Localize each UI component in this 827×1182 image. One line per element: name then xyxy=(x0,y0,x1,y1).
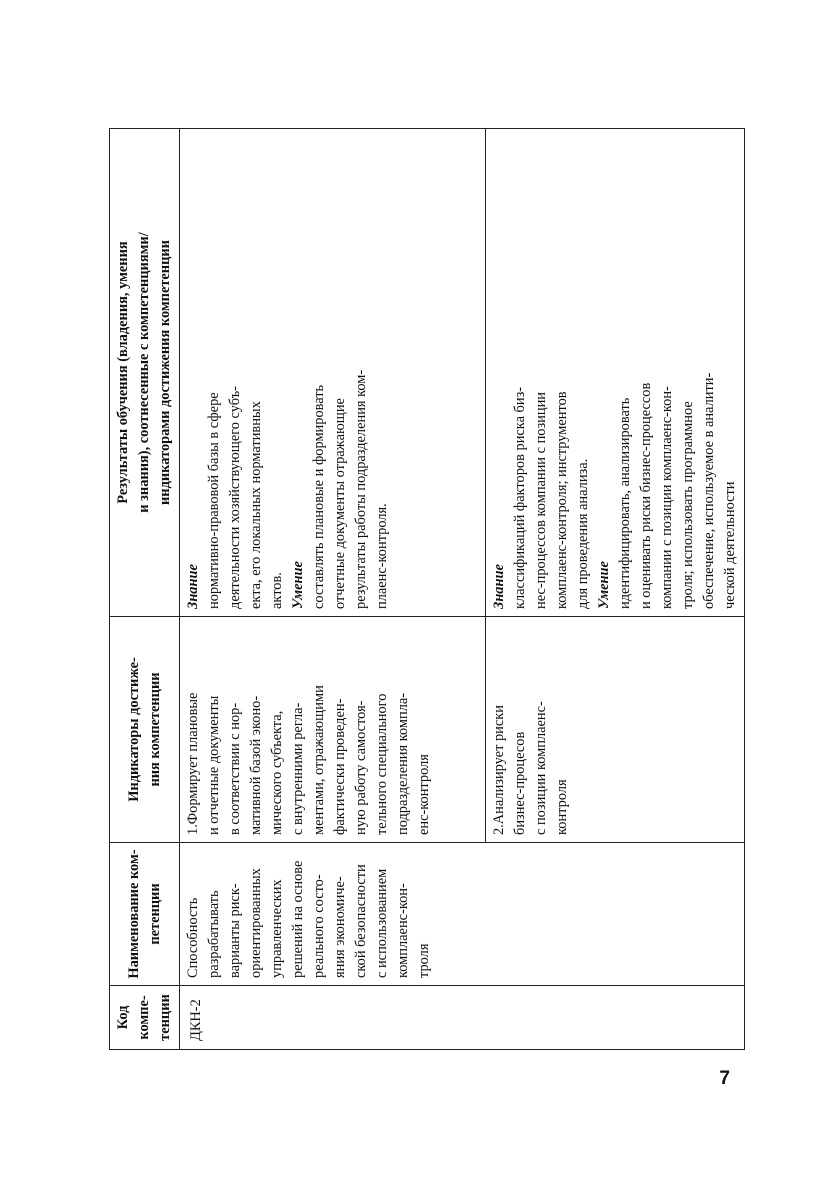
skill-label: Умение xyxy=(290,561,306,609)
competency-table xyxy=(109,128,745,1050)
skill-label: Умение xyxy=(596,561,612,609)
header-indicators: Индикаторы достиже- ния компетенции xyxy=(110,617,180,843)
header-name: Наименование ком- петенции xyxy=(110,843,180,986)
knowledge-label: Знание xyxy=(491,564,507,609)
knowledge-text: классификаций факторов риска биз- нес-процессов компании с позиции комплаенс-контроля; инструментов для проведения анализа. xyxy=(512,386,591,609)
skill-text: идентифицировать, анализировать и оценивать риски бизнес-процессов компании с позиции комплаенс-кон- троля; использовать программное обеспечение, используемое в аналити- ческой деятельности xyxy=(617,372,738,609)
header-results: Результаты обучения (владения, умения и знания), соотнесенные с компетенциями/ индикаторами достижения компетенции xyxy=(110,129,180,617)
competency-table-frame xyxy=(109,129,738,1050)
knowledge-text: нормативно-правовой базы в сфере деятельности хозяйствующего субъ- екта, его локальных нормативных актов. xyxy=(206,386,285,609)
indicator-1: 1.Формирует плановые и отчетные документы в соответствии с нор- мативной базой эконо- мического субъекта, с внутренними регла- ментами, отражающими фактически проведен- ную работу самостоя- тельного специального подразделения компла- енс-контроля xyxy=(180,617,486,843)
header-code: Код компе- тенции xyxy=(110,986,180,1050)
indicator-2: 2.Анализирует риски бизнес-процесов с позиции комплаенс- контроля xyxy=(486,617,745,843)
skill-text: составлять плановые и формировать отчетные документы отражающие результаты работы подразделения ком- плаенс-контроля. xyxy=(311,369,390,609)
competency-code: ДКН-2 xyxy=(180,986,745,1050)
page-number: 7 xyxy=(719,1068,730,1089)
result-2 xyxy=(486,129,745,617)
result-1 xyxy=(180,129,486,617)
table-row xyxy=(180,129,486,1050)
knowledge-label: Знание xyxy=(185,564,201,609)
competency-name: Способность разрабатывать варианты риск- ориентированных управленческих решений на основе реального состо- яния экономиче- ской безопасности с использованием комплаенс-кон- троля xyxy=(180,843,745,986)
competency-table-rotated xyxy=(109,129,738,1050)
table-header-row xyxy=(110,129,180,1050)
